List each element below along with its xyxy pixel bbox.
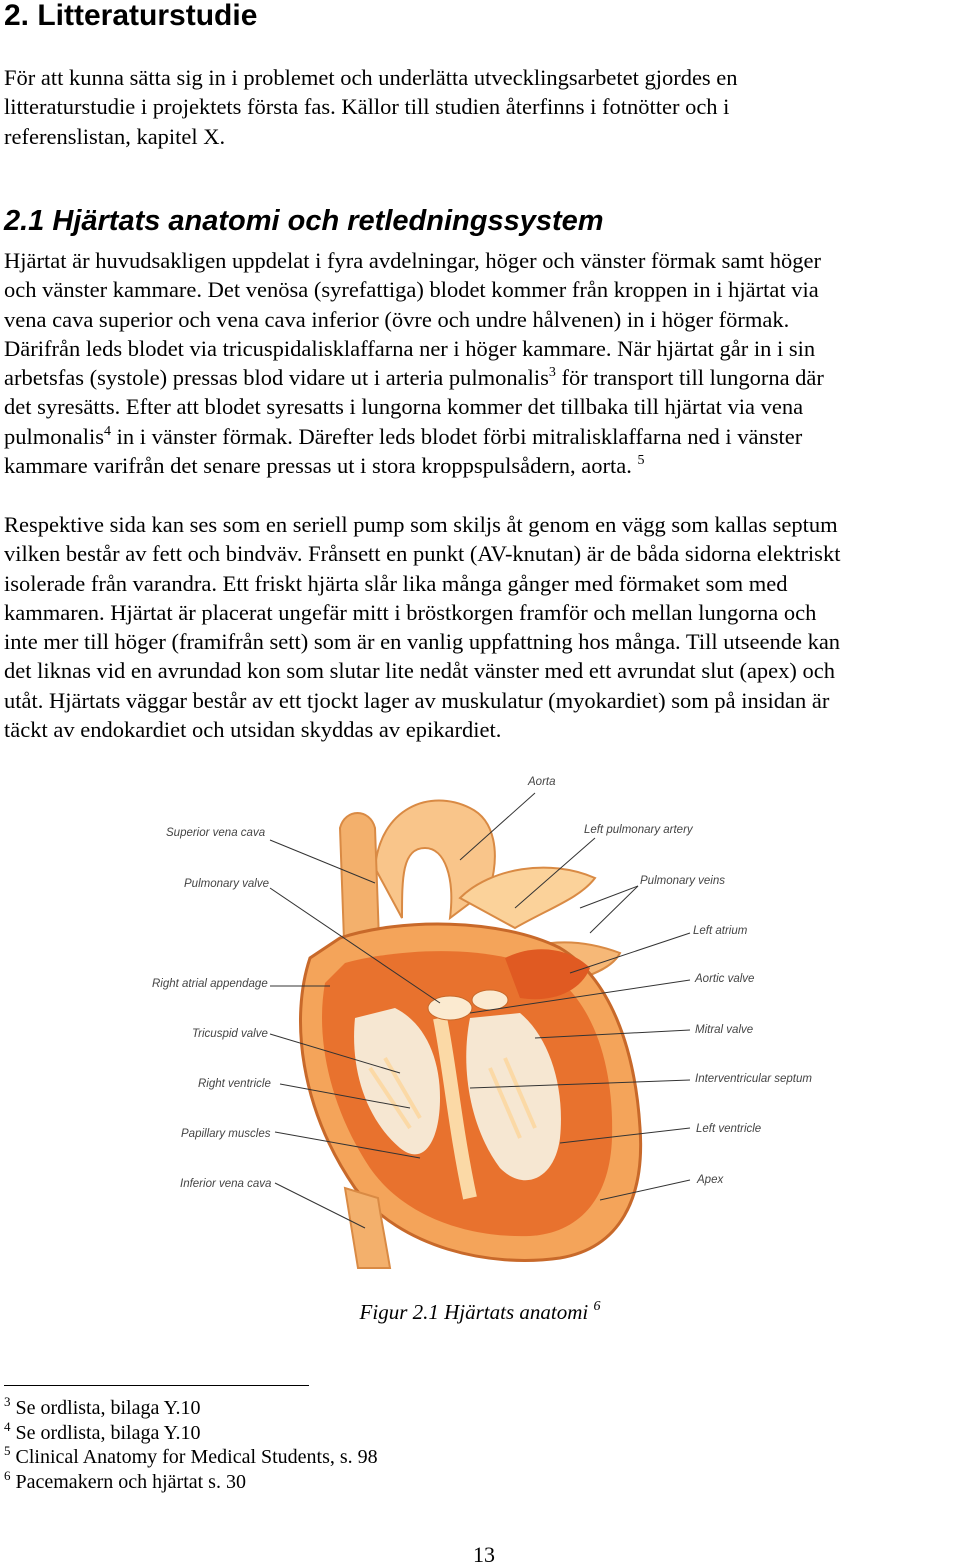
paragraph-line: vena cava superior och vena cava inferior (övre och undre hålvenen) in i höger förmak.: [4, 306, 790, 332]
footnote-ref: 4: [104, 423, 111, 439]
text-segment: pulmonalis: [4, 423, 104, 449]
label-tricuspid-valve: Tricuspid valve: [192, 1028, 268, 1040]
anatomy-paragraph: [4, 246, 960, 480]
footnote: [4, 1396, 378, 1421]
paragraph-line: kammaren. Hjärtat är placerat ungefär mitt i bröstkorgen framför och mellan lungorna och: [4, 599, 817, 625]
label-papillary-muscles: Papillary muscles: [181, 1128, 271, 1140]
label-aorta: Aorta: [528, 776, 556, 788]
paragraph-line: Respektive sida kan ses som en seriell pump som skiljs åt genom en vägg som kallas septum: [4, 512, 838, 537]
footnotes: [4, 1396, 378, 1494]
text-segment: arbetsfas (systole) pressas blod vidare ut i arteria pulmonalis: [4, 365, 549, 391]
footnote-number: 6: [4, 1467, 11, 1483]
footnote-number: 5: [4, 1443, 11, 1458]
paragraph-line: Hjärtat är huvudsakligen uppdelat i fyra avdelningar, höger och vänster förmak samt höger: [4, 248, 821, 273]
paragraph-line: utåt. Hjärtats väggar består av ett tjockt lager av muskulatur (myokardiet) som på insidan är: [4, 687, 830, 713]
paragraph-line: [4, 363, 960, 392]
label-superior-vena-cava: Superior vena cava: [166, 827, 266, 839]
footnote-ref: 6: [593, 1299, 601, 1314]
footnote-ref: 5: [637, 453, 645, 469]
label-right-ventricle: Right ventricle: [198, 1078, 271, 1090]
footnote-text: Se ordlista, bilaga Y.10: [10, 1421, 201, 1444]
intro-line: litteraturstudie i projektets första fas. Källor till studien återfinns i fotnötter och i: [4, 94, 730, 120]
intro-paragraph: [4, 63, 960, 151]
chapter-heading: 2. Litteraturstudie: [4, 0, 258, 32]
paragraph-line: isolerade från varandra. Ett friskt hjärta slår lika många gånger med förmaket som med: [4, 570, 788, 596]
footnote-number: 3: [4, 1394, 11, 1409]
footnote-ref: 3: [548, 365, 556, 381]
intro-line: För att kunna sätta sig in i problemet och underlätta utvecklingsarbetet gjordes en: [4, 65, 738, 90]
label-left-atrium: Left atrium: [693, 925, 748, 937]
leader-line: [590, 886, 638, 933]
label-left-pulmonary-artery: Left pulmonary artery: [584, 824, 693, 836]
footnote: [4, 1418, 378, 1446]
footnote-separator: [4, 1385, 309, 1386]
page-number: 13: [473, 1542, 495, 1567]
intro-line: referenslistan, kapitel X.: [4, 123, 226, 149]
caption-text: Figur 2.1 Hjärtats anatomi: [359, 1300, 594, 1324]
paragraph-line: [4, 451, 960, 480]
footnote-text: Clinical Anatomy for Medical Students, s. 98: [10, 1446, 378, 1468]
text-segment: för transport till lungorna där: [555, 365, 824, 391]
text-segment: in i vänster förmak. Därefter leds blodet förbi mitralisklaffarna ned i vänster: [111, 423, 803, 449]
paragraph-line: och vänster kammare. Det venösa (syrefattiga) blodet kommer från kroppen in i hjärtat via: [4, 277, 819, 303]
paragraph-line: inte mer till höger (framifrån sett) som är en vanlig uppfattning hos många. Till utseende kan: [4, 629, 841, 655]
paragraph-line: vilken består av fett och bindväv. Frånsett en punkt (AV-knutan) är de båda sidorna elektriskt: [4, 541, 841, 567]
footnote-text: Pacemakern och hjärtat s. 30: [10, 1470, 246, 1493]
label-left-ventricle: Left ventricle: [696, 1123, 762, 1135]
paragraph-line: det syresätts. Efter att blodet syresatts i lungorna kommer det tillbaka till hjärtat via vena: [4, 394, 804, 420]
label-mitral-valve: Mitral valve: [695, 1024, 754, 1036]
figure-caption: [0, 1300, 960, 1325]
paragraph-line: Därifrån leds blodet via tricuspidalisklaffarna ner i höger kammare. När hjärtat går in i sin: [4, 335, 816, 361]
septum-paragraph: [4, 510, 960, 744]
footnote-number: 4: [4, 1418, 11, 1434]
paragraph-line: täckt av endokardiet och utsidan skyddas av epikardiet.: [4, 717, 502, 743]
heart-anatomy-figure: [140, 768, 840, 1278]
paragraph-line: [4, 422, 960, 451]
footnote: [4, 1445, 378, 1470]
label-pulmonary-veins: Pulmonary veins: [640, 875, 726, 887]
footnote-text: Se ordlista, bilaga Y.10: [10, 1397, 201, 1419]
paragraph-line: det liknas vid en avrundad kon som slutar lite nedåt vänster med ett avrundat slut (apex) och: [4, 658, 836, 684]
section-heading: 2.1 Hjärtats anatomi och retledningssystem: [4, 205, 604, 237]
label-aortic-valve: Aortic valve: [695, 973, 755, 985]
label-apex: Apex: [697, 1174, 724, 1186]
label-inferior-vena-cava: Inferior vena cava: [180, 1178, 272, 1190]
text-segment: kammare varifrån det senare pressas ut i stora kroppspulsådern, aorta.: [4, 453, 638, 479]
label-interventricular-septum: Interventricular septum: [695, 1073, 812, 1085]
heart-illustration: [140, 768, 840, 1278]
leader-line: [580, 886, 638, 908]
footnote: [4, 1467, 378, 1495]
label-pulmonary-valve: Pulmonary valve: [184, 878, 270, 890]
pulmonary-valve-shape: [472, 990, 508, 1010]
label-right-atrial-appendage: Right atrial appendage: [152, 978, 268, 990]
